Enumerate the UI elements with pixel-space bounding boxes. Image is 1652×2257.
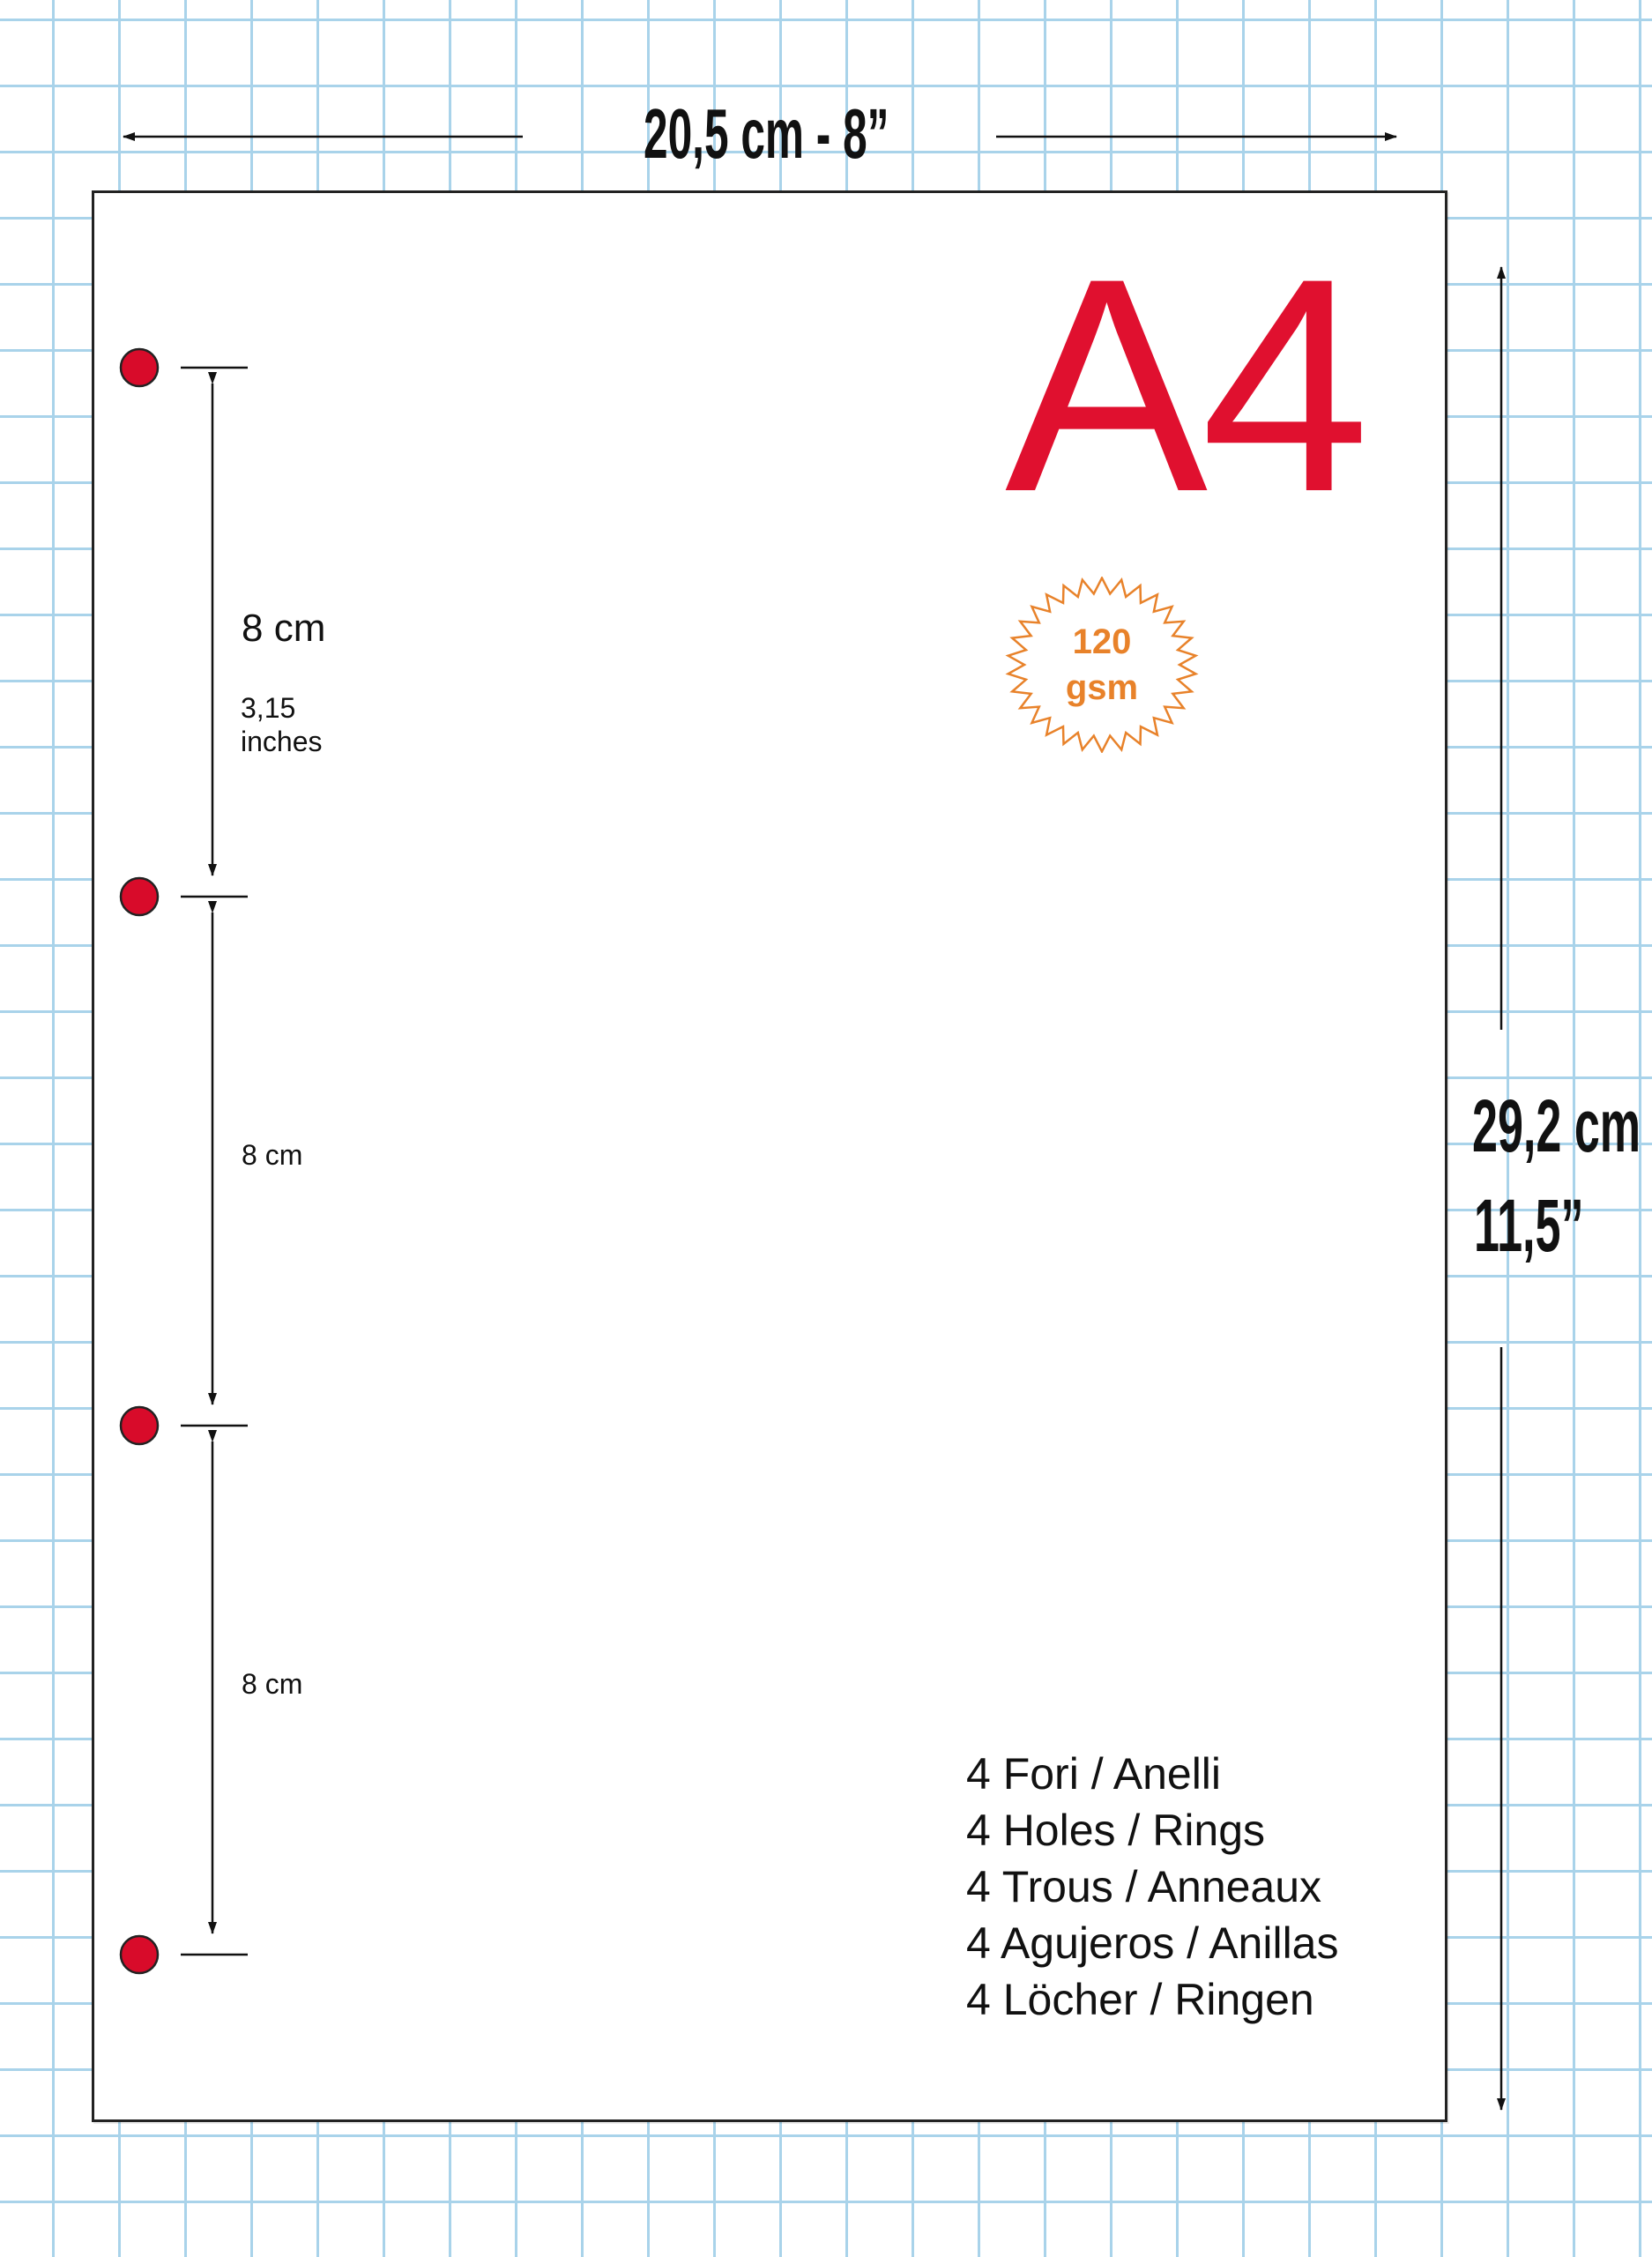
hole-spacing-1-metric: 8 cm: [242, 607, 326, 650]
format-title: A4: [1005, 216, 1363, 555]
page-height-inch-label: 11,5”: [1474, 1184, 1584, 1267]
paper-weight-unit: gsm: [1065, 668, 1139, 707]
description-german: 4 Löcher / Ringen: [966, 1975, 1314, 2024]
page-height-cm-label: 29,2 cm: [1472, 1084, 1641, 1167]
description-spanish: 4 Agujeros / Anillas: [966, 1918, 1339, 1968]
description-italian: 4 Fori / Anelli: [966, 1749, 1222, 1799]
hole-spacing-3-metric: 8 cm: [242, 1668, 303, 1700]
hole-spacing-2-metric: 8 cm: [242, 1139, 303, 1171]
description-english: 4 Holes / Rings: [966, 1806, 1266, 1855]
paper-weight-value: 120: [1072, 622, 1132, 661]
starburst-icon: [1005, 577, 1199, 753]
paper-weight-badge: [1005, 577, 1199, 753]
hole-description-list: [966, 1746, 1339, 2028]
page-width-label: 20,5 cm - 8”: [644, 94, 889, 173]
description-french: 4 Trous / Anneaux: [966, 1862, 1322, 1911]
hole-spacing-1-imperial: 3,15 inches: [241, 692, 323, 758]
